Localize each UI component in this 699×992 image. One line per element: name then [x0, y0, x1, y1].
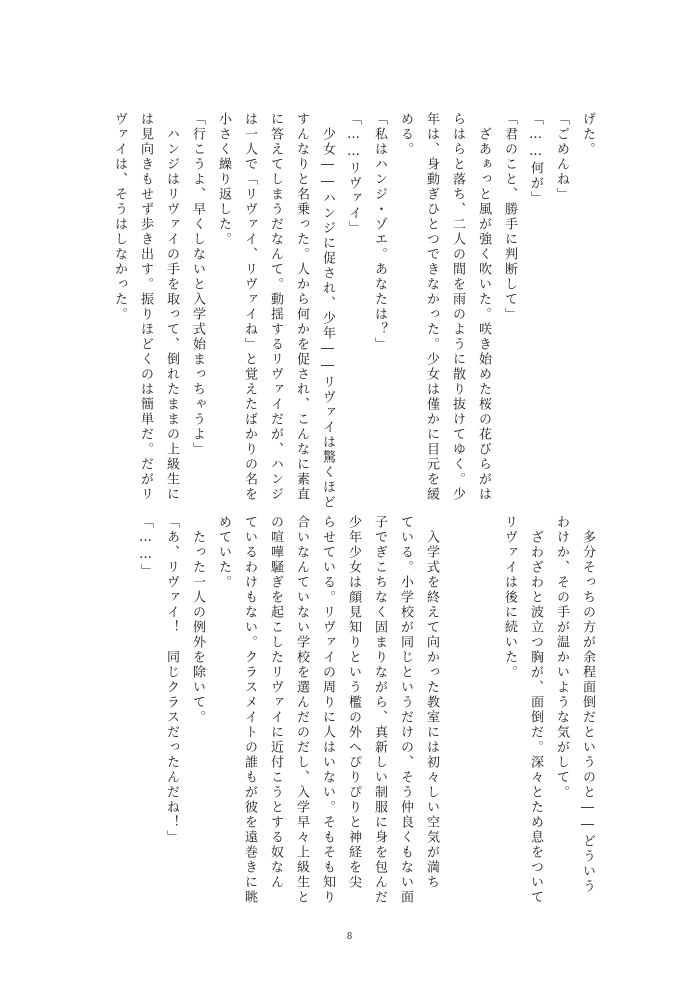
text-line: は見向きもせず歩き出す。振りほどくのは簡単だ。だがリ — [138, 112, 153, 502]
text-line: ざあぁっと風が強く吹いた。咲き始めた桜の花びらがは — [476, 112, 491, 502]
text-line: 多分そっちの方が余程面倒だというのと――どういう — [580, 515, 595, 894]
text-line: 「行こうよ、早くしないと入学式始まっちゃうよ」 — [190, 112, 205, 457]
text-line: らせている。リヴァイの周りに人はいない。そもそも知り — [320, 515, 335, 905]
text-line: 「ごめんね」 — [554, 112, 569, 202]
lower-text-block — [126, 515, 594, 905]
upper-text-block — [100, 112, 594, 510]
text-line: 子でぎこちなく固まりながら、真新しい制服に身を包んだ — [372, 515, 387, 905]
text-line: ているわけもない。クラスメイトの誰もが彼を遠巻きに眺 — [242, 515, 257, 905]
text-line: 「……何が」 — [528, 112, 543, 206]
text-line: ざわざわと波立つ胸が、面倒だ。深々とため息をついて — [528, 515, 543, 905]
text-line: ヴァイは、そうはしなかった。 — [112, 112, 127, 322]
text-line: ている。小学校が同じというだけの、そう仲良くもない面 — [398, 515, 413, 905]
text-line: 年は、身動ぎひとつできなかった。少女は僅かに目元を緩 — [424, 112, 439, 502]
text-line: 「……」 — [138, 515, 153, 579]
text-line: めていた。 — [216, 515, 231, 590]
text-line: 「君のこと、勝手に判断して」 — [502, 112, 517, 322]
text-line: 「私はハンジ・ゾエ。あなたは？」 — [372, 112, 387, 352]
text-line: に答えてしまうだなんて。動揺するリヴァイだが、ハンジ — [268, 112, 283, 502]
text-line: ハンジはリヴァイの手を取って、倒れたままの上級生に — [164, 112, 179, 502]
text-line: げた。 — [580, 112, 595, 157]
text-line: リヴァイは後に続いた。 — [502, 515, 517, 680]
text-line: 合いなんていない学校を選んだのだし、入学早々上級生と — [294, 515, 309, 905]
text-line: 少女――ハンジに促され、少年――リヴァイは驚くほど — [320, 112, 335, 510]
text-line: 「……リヴァイ」 — [346, 112, 361, 236]
text-line: すんなりと名乗った。人から何かを促され、こんなに素直 — [294, 112, 309, 502]
text-line: たった一人の例外を除いて。 — [190, 515, 205, 725]
text-line: わけか、その手が温かいような気がして。 — [554, 515, 569, 800]
text-line: の喧嘩騒ぎを起こしたリヴァイに近付こうとする奴なん — [268, 515, 283, 890]
text-line: 入学式を終えて向かった教室には初々しい空気が満ち — [424, 515, 439, 890]
page-number: 8 — [346, 932, 353, 942]
text-line: 少年少女は顔見知りという檻の外へぴりぴりと神経を尖 — [346, 515, 361, 890]
text-line: らはらと落ち、二人の間を雨のように散り抜けてゆく。少 — [450, 112, 465, 502]
text-line: 小さく繰り返した。 — [216, 112, 231, 247]
text-line: 「あ、リヴァイ！ 同じクラスだったんだね！」 — [164, 515, 179, 845]
text-line: める。 — [398, 112, 413, 157]
text-line: は一人で「リヴァイ、リヴァイね」と覚えたばかりの名を — [242, 112, 257, 502]
